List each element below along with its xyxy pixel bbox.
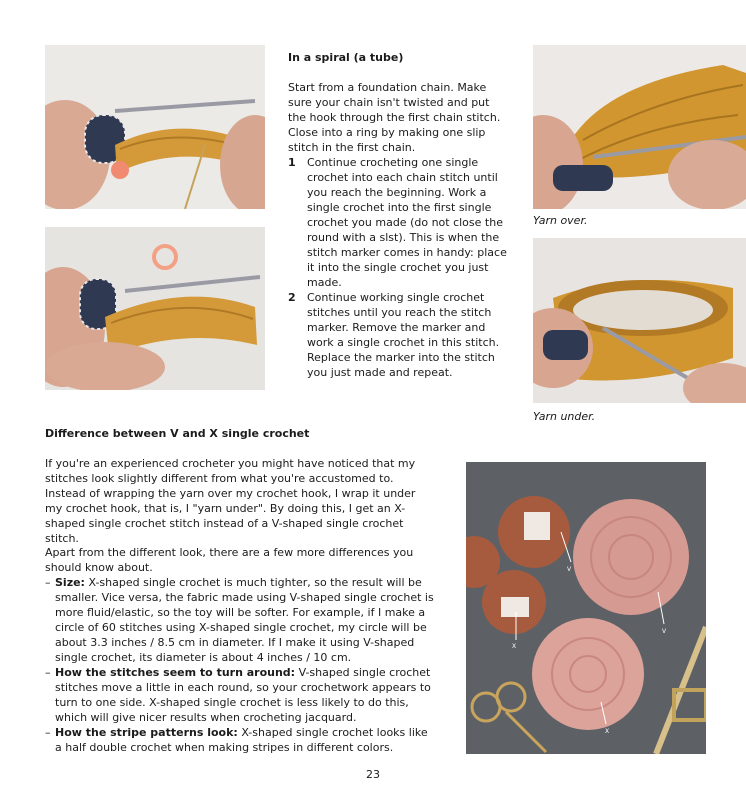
bullet-text: V-shaped single crochet stitches move a little in each round, so your crochetwork appears to turn to one side. X-shaped single crochet is less likely to do this, which will give nicer results when crocheting jacquard.: [55, 666, 431, 724]
spiral-step: [288, 290, 510, 380]
photo-first-round: [45, 227, 265, 390]
bullet-item: [45, 575, 435, 665]
difference-heading: Difference between V and X single crochet: [45, 427, 310, 440]
spiral-steps: [288, 155, 510, 380]
bullet-dash: –: [45, 576, 51, 589]
bullet-item: [45, 665, 435, 725]
label-x-coaster: X: [605, 728, 610, 735]
photo-yarn-under: [533, 238, 746, 403]
difference-body: [45, 545, 435, 755]
caption-yarn-under: Yarn under.: [533, 410, 596, 423]
bullet-dash: –: [45, 666, 51, 679]
bullet-label: How the stitches seem to turn around:: [55, 666, 296, 679]
step-text: Continue crocheting one single crochet into each chain stitch until you reach the beginning. Work a single crochet into the first single crochet you made (do not close the round with a slst). This is when the stitch marker comes in handy: place it into the single crochet you just made.: [307, 156, 507, 289]
bullet-dash: –: [45, 726, 51, 739]
difference-para2: Apart from the different look, there are a few more differences you should know about.: [45, 546, 414, 574]
spiral-heading: In a spiral (a tube): [288, 51, 404, 64]
photo-yarn-over: [533, 45, 746, 209]
bullet-label: How the stripe patterns look:: [55, 726, 238, 739]
spiral-intro: Start from a foundation chain. Make sure your chain isn't twisted and put the hook through the first chain stitch. Close into a ring by making one slip stitch in the first chain.: [288, 81, 501, 154]
spiral-step: [288, 155, 510, 290]
photo-v-x-samples: [466, 462, 706, 754]
photo-chain-ring: [45, 45, 265, 209]
bullet-item: [45, 725, 435, 755]
step-text: Continue working single crochet stitches until you reach the stitch marker. Remove the marker and work a single crochet in this stitch. Replace the marker into the stitch you just made and repeat.: [307, 291, 500, 379]
page-number: 23: [366, 768, 380, 781]
difference-bullets: [45, 575, 435, 755]
label-x-ball: X: [512, 643, 517, 650]
bullet-label: Size:: [55, 576, 85, 589]
step-number: 2: [288, 291, 296, 304]
difference-para1: If you're an experienced crocheter you might have noticed that my stitches look slightly different from what you're accustomed to. Instead of wrapping the yarn over my crochet hook, I wrap it under my crochet hook, that is, I "yarn under". By doing this, I get an X-shaped single crochet stitch instead of a V-shaped single crochet stitch.: [45, 457, 416, 545]
spiral-section: [288, 50, 510, 380]
bullet-text: X-shaped single crochet looks like a half double crochet when making stripes in different colors.: [55, 726, 428, 754]
step-number: 1: [288, 156, 296, 169]
caption-yarn-over: Yarn over.: [533, 214, 588, 227]
label-v-ball: V: [567, 566, 572, 573]
label-v-coaster: V: [662, 628, 667, 635]
bullet-text: X-shaped single crochet is much tighter, so the result will be smaller. Vice versa, the fabric made using V-shaped single crochet is more fluid/elastic, so the toy will be softer. For example, if I make a circle of 60 stitches using X-shaped single crochet, my circle will be about 3.3 inches / 8.5 cm in diameter. If I make it using V-shaped single crochet, its diameter is about 4 inches / 10 cm.: [55, 576, 434, 664]
